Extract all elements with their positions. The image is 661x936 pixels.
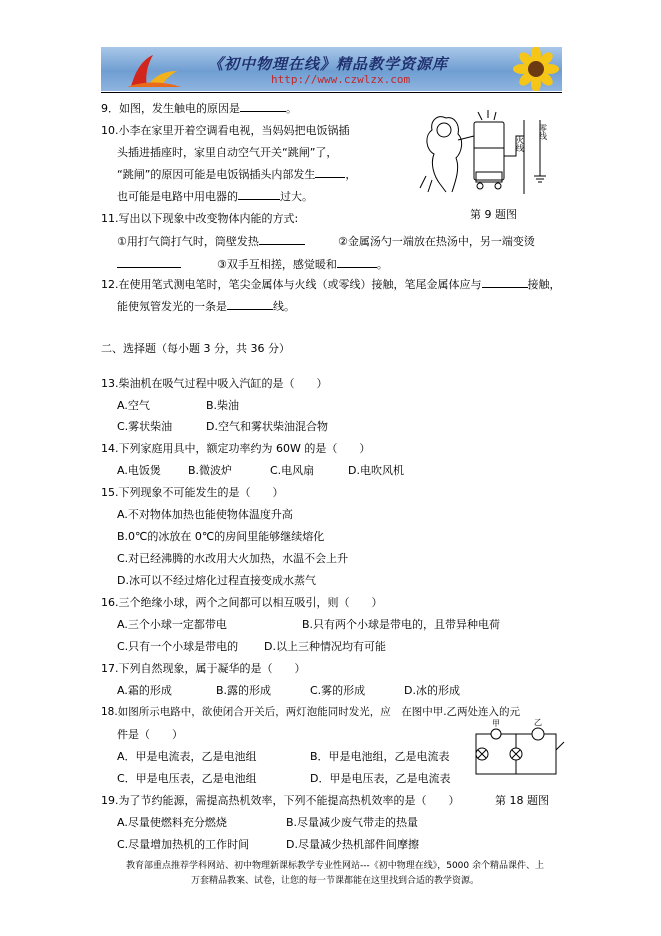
option: D．甲是电压表，乙是电流表	[310, 772, 451, 785]
question-11-item1: ①用打气筒打气时，筒壁发热	[117, 233, 305, 249]
option: A.电饭煲	[117, 464, 161, 477]
option: D.以上三种情况均有可能	[264, 640, 386, 653]
zero-wire-label: 零线	[538, 124, 548, 140]
circuit-label-b: 乙	[534, 718, 542, 727]
banner-url: http://www.czwlzx.com	[271, 73, 411, 86]
question-14-stem: 14.下列家庭用具中，额定功率约为 60W 的是（ ）	[101, 442, 371, 455]
option: C．甲是电压表，乙是电池组	[117, 772, 257, 785]
option: D.冰的形成	[404, 684, 460, 697]
option: C.只有一个小球是带电的	[117, 640, 239, 653]
answer-blank	[240, 100, 286, 112]
question-12-line2: 能使氖管发光的一条是 线。	[117, 300, 295, 313]
option: A.空气	[117, 399, 150, 412]
question-10-line2: 头插进插座时，家里自动空气开关“跳闸”了，	[117, 146, 338, 159]
option: C.电风扇	[270, 464, 315, 477]
option: B．甲是电池组，乙是电流表	[310, 750, 450, 763]
footer-line-2: 万套精品教案、试卷，让您的每一节课都能在这里找到合适的教学资源。	[190, 876, 479, 886]
question-15-stem: 15.下列现象不可能发生的是（ ）	[101, 486, 284, 499]
option: B.微波炉	[188, 464, 233, 477]
section-2-heading: 二、选择题（每小题 3 分，共 36 分）	[101, 342, 290, 355]
option: B.0℃的冰放在 0℃的房间里能够继续熔化	[117, 530, 325, 543]
figure-9-caption: 第 9 题图	[470, 208, 517, 221]
option: D.电吹风机	[348, 464, 404, 477]
option: C.雾的形成	[310, 684, 366, 697]
question-13-stem: 13.柴油机在吸气过程中吸入汽缸的是（ ）	[101, 377, 328, 390]
option: A.尽量使燃料充分燃烧	[117, 816, 227, 829]
circuit-label-a: 甲	[492, 719, 500, 728]
question-19-stem: 19.为了节约能源，需提高热机效率，下列不能提高热机效率的是（ ）	[101, 794, 460, 807]
question-11-item2: ②金属汤勺一端放在热汤中，另一端变烫	[338, 235, 535, 248]
question-10-line3: “跳闸”的原因可能是电饭锅插头内部发生 ，	[117, 168, 357, 181]
question-10-line1: 10.小李在家里开着空调看电视，当妈妈把电饭锅插	[101, 124, 350, 137]
question-10-line4: 也可能是电路中用电器的 过大。	[117, 190, 313, 203]
figure-18-caption: 第 18 题图	[495, 794, 549, 807]
header-banner	[101, 47, 562, 91]
question-12-line1: 12.在使用笔式测电笔时，笔尖金属体与火线（或零线）接触，笔尾金属体应与 接触，	[101, 278, 561, 291]
question-11-intro: 11.写出以下现象中改变物体内能的方式:	[101, 212, 299, 225]
option: A．甲是电流表，乙是电池组	[117, 750, 257, 763]
option: D.空气和雾状柴油混合物	[206, 420, 328, 433]
question-17-stem: 17.下列自然现象，属于凝华的是（ ）	[101, 662, 306, 675]
answer-blank	[315, 166, 345, 178]
answer-blank	[259, 233, 305, 245]
option: A.三个小球一定都带电	[117, 618, 227, 631]
answer-blank	[238, 188, 280, 200]
figure-9-illustration	[416, 106, 556, 198]
option: B.露的形成	[216, 684, 272, 697]
question-16-stem: 16.三个绝缘小球，两个之间都可以相互吸引，则（ ）	[101, 596, 383, 609]
banner-title: 《初中物理在线》精品教学资源库	[208, 55, 449, 73]
question-18-stem: 18.如图所示电路中，欲使闭合开关后，两灯泡能同时发光，应 在图中甲.乙两处连入的元	[101, 706, 521, 718]
option: A.不对物体加热也能使物体温度升高	[117, 508, 293, 521]
figure-18-circuit	[468, 716, 572, 780]
header-rule	[101, 92, 562, 93]
logo-icon	[123, 51, 183, 89]
sunflower-icon	[511, 47, 561, 91]
answer-blank	[227, 298, 273, 310]
option: B.尽量减少废气带走的热量	[286, 816, 419, 829]
option: C.尽量增加热机的工作时间	[117, 838, 250, 851]
answer-blank	[337, 256, 377, 268]
question-11-item3: ③双手互相搓，感觉暖和 。	[117, 256, 388, 272]
question-9: 9．如图，发生触电的原因是 。	[101, 102, 297, 115]
footer-line-1: 教育部重点推荐学科网站、初中物理新课标教学专业性网站---《初中物理在线》，5000 余个精品课件、上	[125, 861, 544, 871]
answer-blank	[117, 256, 181, 268]
option: A.霜的形成	[117, 684, 172, 697]
option: D.冰可以不经过熔化过程直接变成水蒸气	[117, 574, 316, 587]
option: B.只有两个小球是带电的，且带异种电荷	[302, 618, 501, 631]
option: D.尽量减少热机部件间摩擦	[286, 838, 419, 851]
answer-blank	[482, 276, 528, 288]
fire-wire-label: 火线	[515, 136, 525, 152]
question-18-stem-cont: 件是（ ）	[117, 728, 183, 741]
option: C.雾状柴油	[117, 420, 173, 433]
option: B.柴油	[206, 399, 240, 412]
option: C.对已经沸腾的水改用大火加热，水温不会上升	[117, 552, 349, 565]
